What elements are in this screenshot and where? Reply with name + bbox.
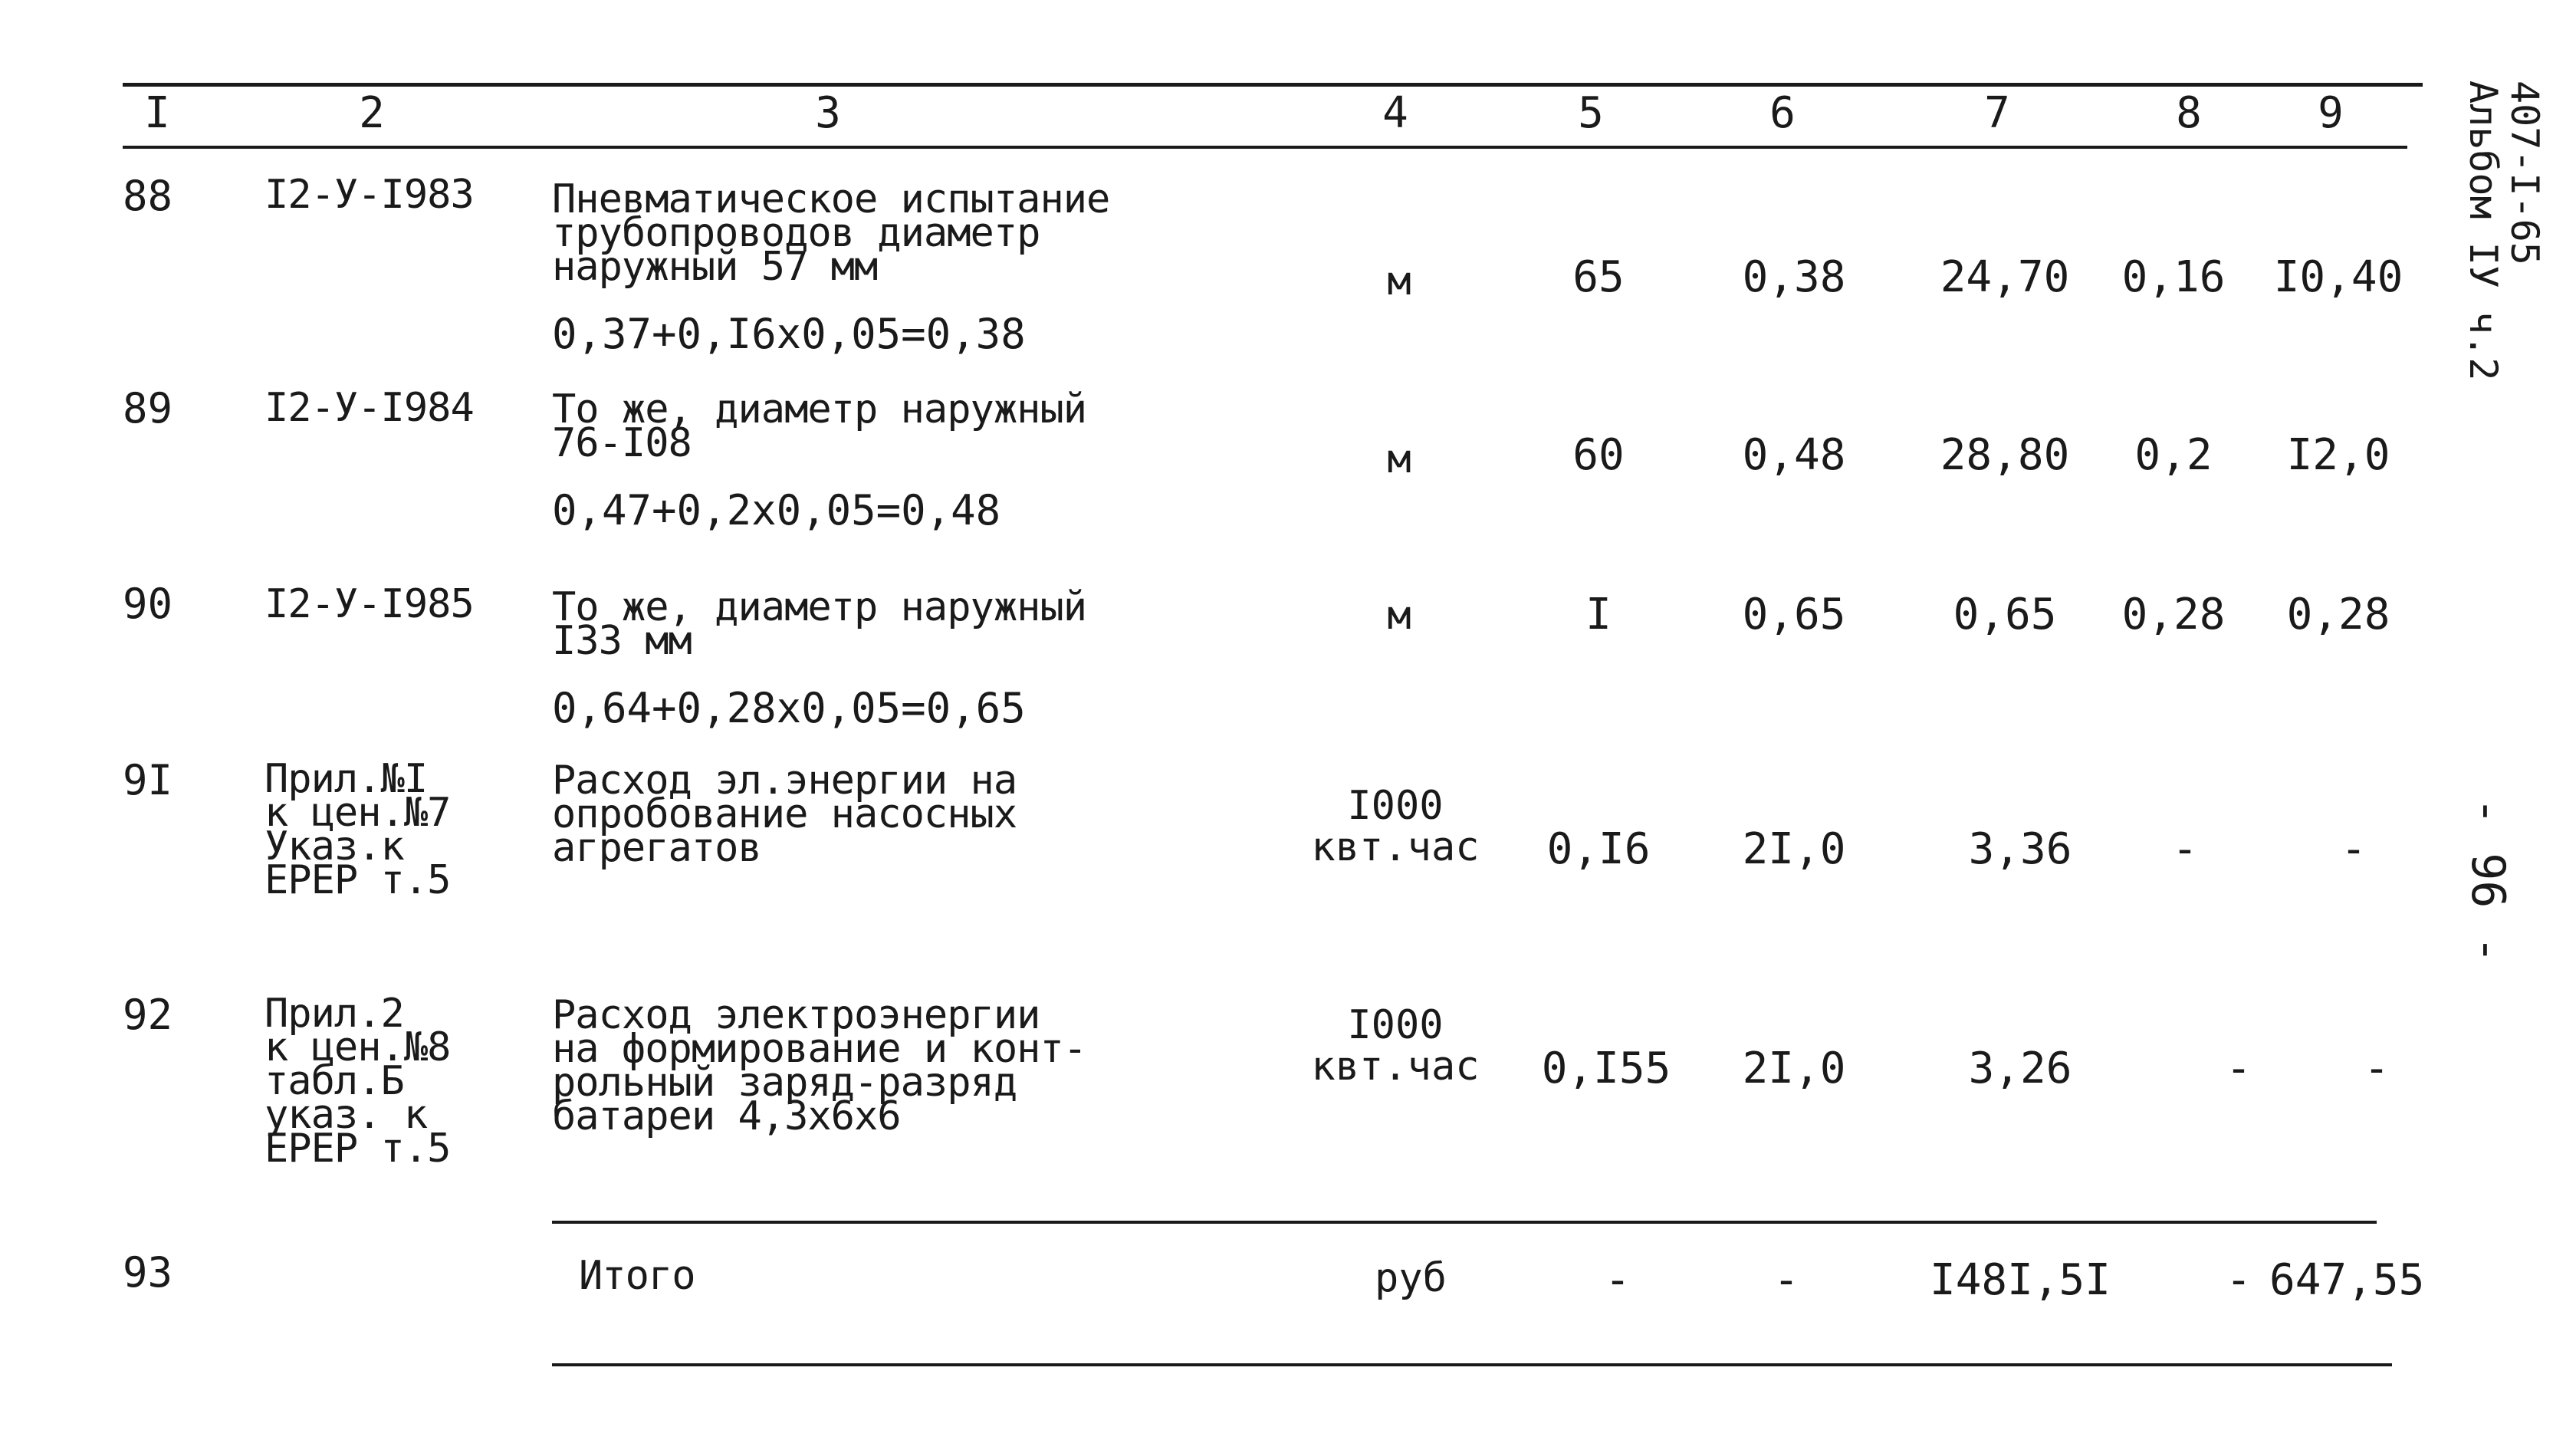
desc-line: трубопроводов диаметр xyxy=(552,210,1040,256)
unit: I000 xyxy=(1347,783,1444,829)
col-6-value: 2I,0 xyxy=(1742,824,1846,874)
total-label: Итого xyxy=(579,1253,695,1299)
ref-line: ЕРЕР т.5 xyxy=(264,857,451,903)
col-5-value: 0,I55 xyxy=(1541,1044,1671,1093)
page-number: - 96 - xyxy=(2461,797,2515,964)
document-code: 407-I-65 xyxy=(2502,81,2547,265)
header-col-8: 8 xyxy=(2176,88,2202,138)
header-col-9: 9 xyxy=(2318,88,2344,138)
desc-line: То же, диаметр наружный xyxy=(552,386,1087,432)
row-number: 9I xyxy=(123,756,173,804)
desc-line: Пневматическое испытание xyxy=(552,176,1110,222)
col-7-value: 3,26 xyxy=(1968,1044,2072,1093)
ref-line: I2-У-I985 xyxy=(264,581,474,627)
desc-line: 76-I08 xyxy=(552,420,692,466)
total-bottom-rule xyxy=(552,1363,2392,1366)
col-9-value: - xyxy=(2341,824,2367,874)
calc-line: 0,64+0,28x0,05=0,65 xyxy=(552,684,1026,732)
ref-line: Прил.№I xyxy=(264,756,428,802)
desc-line: батареи 4,3x6x6 xyxy=(552,1093,901,1139)
row-number: 89 xyxy=(123,384,173,432)
ref-line: к цен.№8 xyxy=(264,1024,451,1070)
col-7-value: 28,80 xyxy=(1940,430,2070,480)
row-number: 93 xyxy=(123,1248,173,1297)
col-9-value: I0,40 xyxy=(2273,252,2404,302)
col-8-value: 0,28 xyxy=(2121,590,2226,639)
total-col-6: - xyxy=(1773,1255,1799,1305)
col-7-value: 3,36 xyxy=(1968,824,2072,874)
unit: м xyxy=(1387,593,1411,639)
row-number: 90 xyxy=(123,580,173,628)
unit: м xyxy=(1387,436,1411,482)
unit: I000 xyxy=(1347,1002,1444,1048)
total-col-9: 647,55 xyxy=(2269,1255,2425,1305)
col-6-value: 2I,0 xyxy=(1742,1044,1846,1093)
col-8-value: 0,2 xyxy=(2134,430,2213,480)
unit: м xyxy=(1387,258,1411,304)
col-8-value: - xyxy=(2226,1044,2252,1093)
album-label: Альбом IУ ч.2 xyxy=(2461,81,2505,381)
ref-line: I2-У-I984 xyxy=(264,385,474,431)
ref-line: к цен.№7 xyxy=(264,790,451,836)
header-col-5: 5 xyxy=(1578,88,1604,138)
desc-line: I33 мм xyxy=(552,618,692,664)
calc-line: 0,47+0,2x0,05=0,48 xyxy=(552,486,1001,534)
row-number: 92 xyxy=(123,991,173,1039)
ref-line: ЕРЕР т.5 xyxy=(264,1126,451,1172)
header-col-2: 2 xyxy=(359,88,385,138)
desc-line: рольный заряд-разряд xyxy=(552,1060,1017,1106)
col-7-value: 24,70 xyxy=(1940,252,2070,302)
total-top-rule xyxy=(552,1221,2377,1224)
desc-line: Расход эл.энергии на xyxy=(552,758,1017,804)
total-col-8: - xyxy=(2226,1255,2252,1305)
desc-line: наружный 57 мм xyxy=(552,244,878,290)
row-number: 88 xyxy=(123,172,173,220)
desc-line: То же, диаметр наружный xyxy=(552,584,1087,630)
desc-line: на формирование и конт- xyxy=(552,1026,1087,1072)
col-8-value: 0,16 xyxy=(2121,252,2226,302)
ref-line: указ. к xyxy=(264,1092,428,1138)
calc-line: 0,37+0,I6x0,05=0,38 xyxy=(552,310,1026,358)
col-7-value: 0,65 xyxy=(1953,590,2057,639)
col-6-value: 0,38 xyxy=(1742,252,1846,302)
desc-line: Расход электроэнергии xyxy=(552,992,1040,1038)
ref-line: табл.Б xyxy=(264,1058,404,1104)
unit: квт.час xyxy=(1311,1044,1480,1090)
top-rule xyxy=(123,83,2423,87)
desc-line: агрегатов xyxy=(552,825,761,871)
col-5-value: I xyxy=(1585,590,1612,639)
col-6-value: 0,65 xyxy=(1742,590,1846,639)
ref-line: Прил.2 xyxy=(264,991,404,1037)
header-col-4: 4 xyxy=(1382,88,1408,138)
ref-line: Указ.к xyxy=(264,823,404,869)
total-col-7: I48I,5I xyxy=(1929,1255,2111,1305)
col-9-value: I2,0 xyxy=(2286,430,2390,480)
unit: квт.час xyxy=(1311,824,1480,870)
header-col-1: I xyxy=(144,88,170,138)
col-9-value: - xyxy=(2364,1044,2390,1093)
header-col-7: 7 xyxy=(1984,88,2010,138)
header-rule xyxy=(123,146,2407,149)
col-5-value: 65 xyxy=(1572,252,1625,302)
total-col-5: - xyxy=(1605,1255,1631,1305)
desc-line: опробование насосных xyxy=(552,791,1017,837)
header-col-6: 6 xyxy=(1769,88,1796,138)
col-5-value: 60 xyxy=(1572,430,1625,480)
col-8-value: - xyxy=(2172,824,2198,874)
ref-line: I2-У-I983 xyxy=(264,172,474,218)
col-9-value: 0,28 xyxy=(2286,590,2390,639)
total-unit: руб xyxy=(1375,1255,1447,1301)
col-6-value: 0,48 xyxy=(1742,430,1846,480)
header-col-3: 3 xyxy=(815,88,841,138)
col-5-value: 0,I6 xyxy=(1546,824,1651,874)
